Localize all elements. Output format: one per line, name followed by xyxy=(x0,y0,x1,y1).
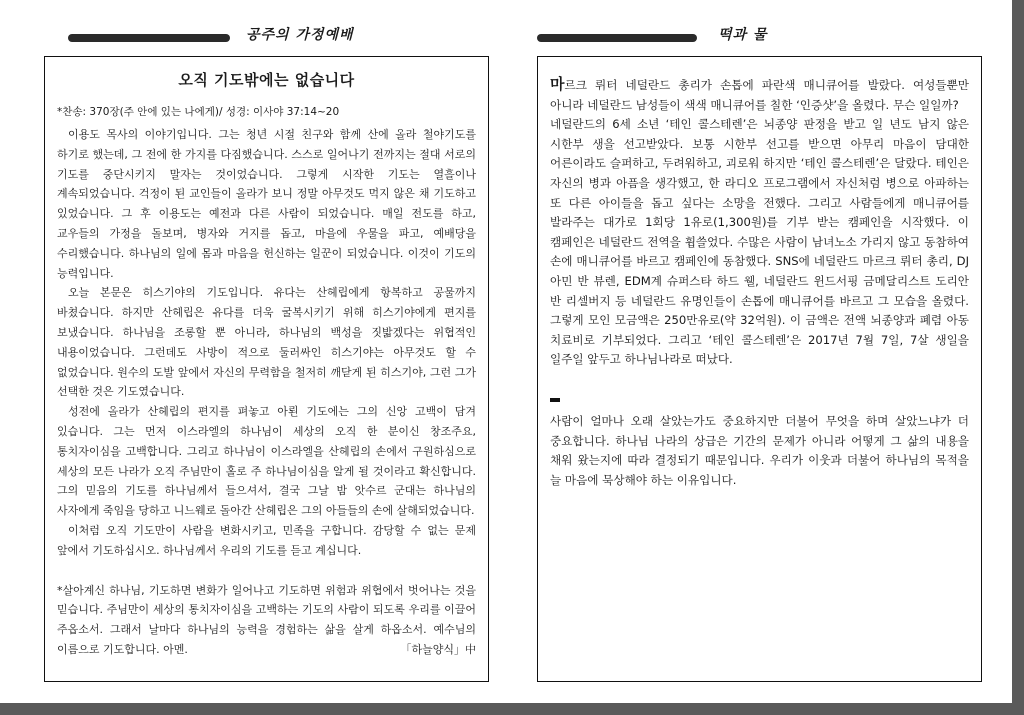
sermon-paragraph: 성전에 올라가 산헤립의 편지를 펴놓고 아뢴 기도에는 그의 신앙 고백이 담겨 있습니다. 그는 먼저 이스라엘의 하나님이 세상의 오직 한 분이신 창조주요, 통치자이심을 고백합니다. 그리고 하나님이 이스라엘을 산헤립의 손에서 구원하심으로 세상의 모든 나라가 오직 주님만이 홀로 주 하나님이심을 알게 될 것이라고 확신합니다. 그의 믿음의 기도를 하나님께서 들으셔서, 결국 그날 밤 앗수르 군대는 하나님의 사자에게 죽임을 당하고 니느웨로 돌아간 산헤립은 그의 아들들의 손에 살해되었습니다. xyxy=(57,405,476,518)
prayer-text: *살아계신 하나님, 기도하면 변화가 일어나고 기도하면 위험과 위협에서 벗어나는 것을 믿습니다. 주님만이 세상의 통치자이심을 고백하는 기도의 사람이 되도록 우리를 이끌어 주옵소서. 그래서 날마다 하나님의 능력을 경험하는 삶을 살게 하옵소서. 예수님의 이름으로 기도합니다. 아멘. xyxy=(57,583,476,656)
sermon-title: 오직 기도밖에는 없습니다 xyxy=(178,71,355,89)
closing-paragraph: 사람이 얼마나 오래 살았는가도 중요하지만 더불어 무엇을 하며 살았느냐가 더 중요합니다. 하나님 나라의 상급은 기간의 문제가 아니라 어떻게 그 삶의 내용을 채워 왔는지에 따라 결정되기 때문입니다. 우리가 이웃과 더불어 하나님의 목적을 늘 마음에 묵상해야 하는 이유입니다. xyxy=(550,413,969,487)
right-header-bar xyxy=(537,34,697,42)
story-paragraph: 네덜란드의 6세 소년 ‘테인 콜스테렌’은 뇌종양 판정을 받고 일 년도 남지 않은 시한부 생을 선고받았다. 보통 시한부 선고를 받으면 아무리 마음이 담대한 어른이라도 슬퍼하고, 두려워하고, 괴로워 하지만 ‘테인 콜스테렌’은 달랐다. 테인은 자신의 병과 아픔을 생각했고, 한 라디오 프로그램에서 자신처럼 병으로 아파하는 또 다른 아이들을 돕고 싶다는 소망을 전했다. 그리고 사람들에게 매니큐어를 발라주는 대가로 1회당 1유로(1,300원)를 기부 받는 캠페인을 시작했다. 이 캠페인은 네덜란드 전역을 휩쓸었다. 수많은 사람이 남녀노소 가리지 않고 동참하여 손에 매니큐어를 바르고 캠페인에 동참했다. SNS에 네덜란드 마르크 뤼터 총리, DJ 아민 반 뷰렌, EDM계 슈퍼스타 하드 웰, 네덜란드 윈드서핑 금메달리스트 도리안 반 리셀버지 등 네덜란드 유명인들이 손톱에 매니큐어를 바르고 그 모습을 올렸다. 그렇게 모인 모금액은 250만유로(약 32억원). 이 금액은 전액 뇌종양과 폐렴 아동 치료비로 기부되었다. 그리고 ‘테인 콜스테렌’은 2017년 7월 7일, 7살 생일을 일주일 앞두고 하나님나라로 떠났다. xyxy=(550,117,970,367)
sermon-paragraph: 오늘 본문은 히스기야의 기도입니다. 유다는 산헤립에게 항복하고 공물까지 바쳤습니다. 하지만 산헤립은 유다를 더욱 굴복시키기 위해 히스기야에게 편지를 보냈습니다. 하나님을 조롱할 뿐 아니라, 하나님의 백성을 짓밟겠다는 위협적인 내용이었습니다. 그런데도 사방이 적으로 둘러싸인 히스기야는 아무것도 할 수 없었습니다. 원수의 도발 앞에서 자신의 무력함을 철저히 깨닫게 된 히스기야, 그런 그가 선택한 것은 기도였습니다. xyxy=(57,286,476,399)
source-credit: 「하늘양식」中 xyxy=(400,642,476,656)
prayer xyxy=(57,581,476,660)
sermon-box xyxy=(44,56,489,682)
left-header-bar xyxy=(68,34,230,42)
right-header-title: 떡과 물 xyxy=(718,27,768,43)
story-paragraph: 마르크 뤼터 네덜란드 총리가 손톱에 파란색 매니큐어를 발랐다. 여성들뿐만 아니라 네덜란드 남성들이 색색 매니큐어를 칠한 ‘인증샷’을 올렸다. 무슨 일일까? xyxy=(550,75,969,112)
sermon-paragraph: 이처럼 오직 기도만이 사람을 변화시키고, 민족을 구합니다. 감당할 수 없는 문제 앞에서 기도하십시오. 하나님께서 우리의 기도를 듣고 계십니다. xyxy=(57,523,476,557)
section-divider-mark xyxy=(550,398,560,402)
sermon-paragraph: 이용도 목사의 이야기입니다. 그는 청년 시절 친구와 함께 산에 올라 철야기도를 하기로 했는데, 그 전에 한 가지를 다짐했습니다. 스스로 일어나기 전까지는 절대 서로의 기도를 중단시키지 말자는 것이었습니다. 그렇게 시작한 기도는 열흘이나 계속되었습니다. 걱정이 된 교인들이 올라가 보니 정말 아무것도 먹지 않은 채 기도하고 있었습니다. 그 후 이용도는 예전과 다른 사람이 되었습니다. 매일 전도를 하고, 교우들의 가정을 돌보며, 병자와 거지를 돕고, 마을에 우물을 파고, 예배당을 수리했습니다. 하나님의 일에 몸과 마음을 헌신하는 일꾼이 되었습니다. 이것이 기도의 능력입니다. xyxy=(57,128,476,280)
left-header-title: 공주의 가정예배 xyxy=(246,27,354,43)
hymn-scripture: *찬송: 370장(주 안에 있는 나에게)/ 성경: 이사야 37:14~20 xyxy=(57,106,340,118)
story-box xyxy=(537,56,982,682)
